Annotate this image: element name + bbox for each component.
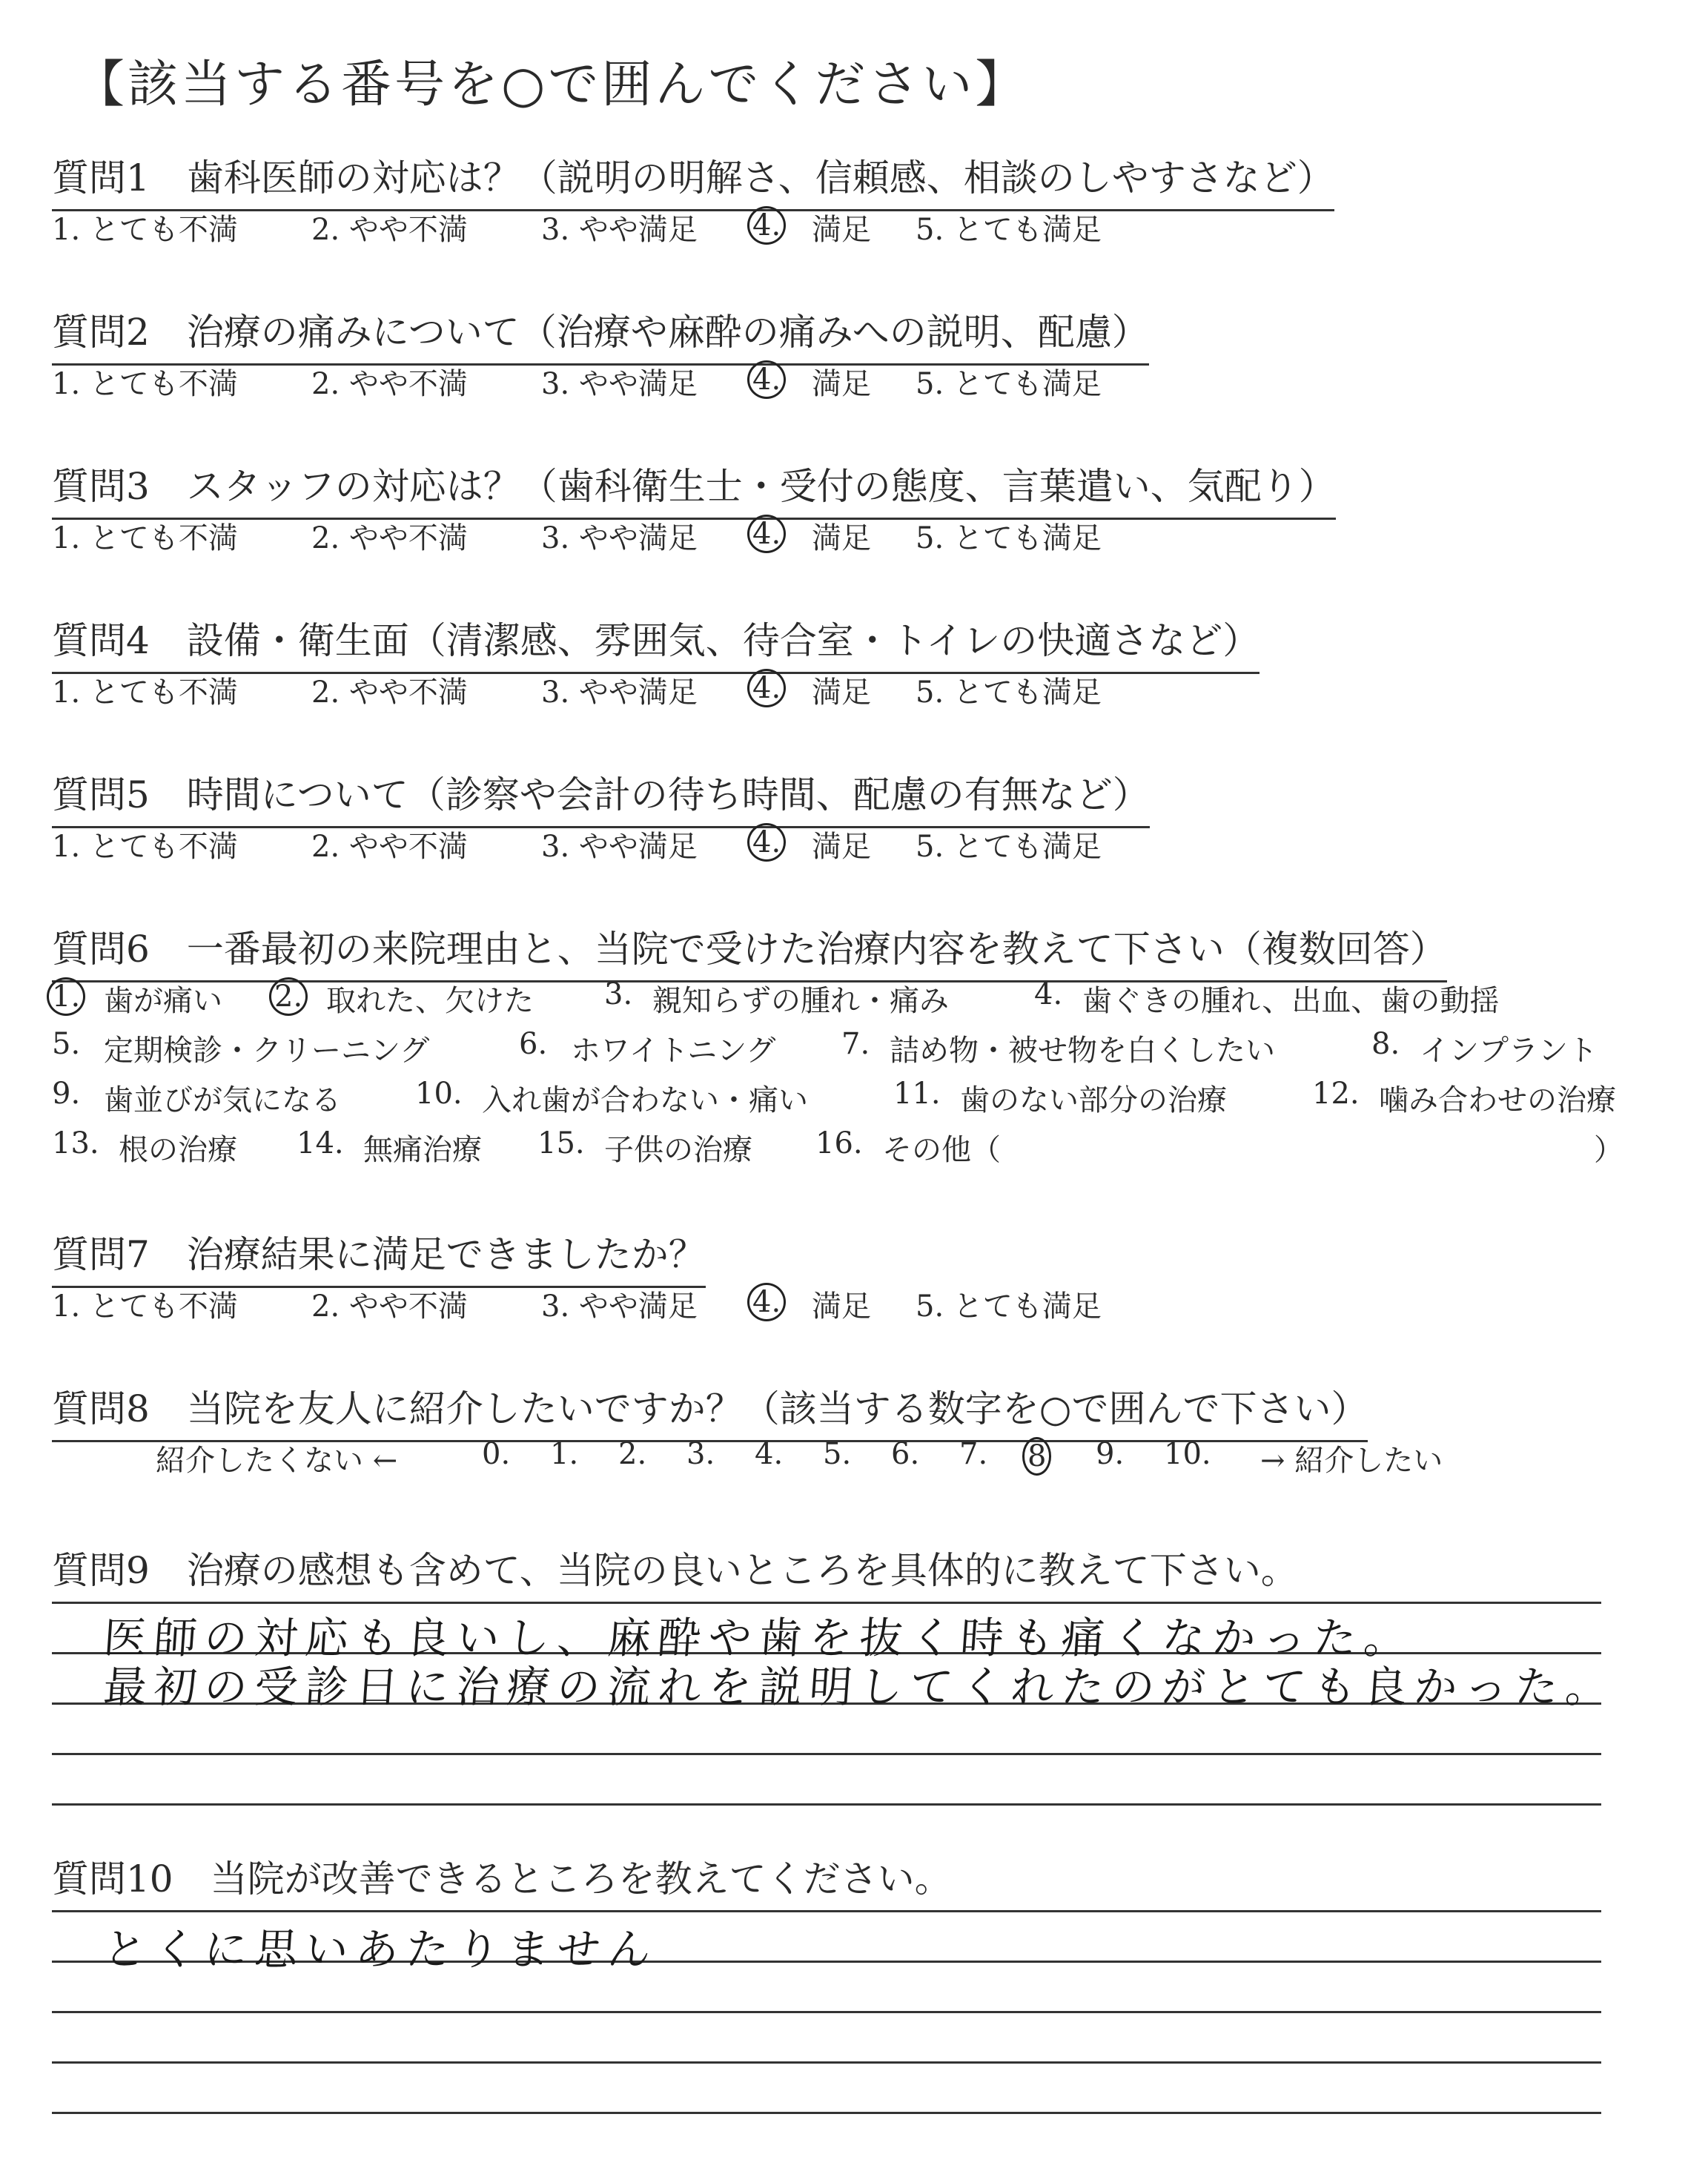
option-4-circled[interactable]: 4.	[747, 515, 786, 553]
question-title: 質問8 当院を友人に紹介したいですか？（該当する数字を○で囲んで下さい）	[52, 1379, 1368, 1442]
question-4	[52, 611, 1683, 737]
scale-7[interactable]: 7.	[959, 1437, 988, 1471]
q6-option-15-number[interactable]: 15.	[537, 1126, 585, 1160]
answer-line	[52, 1803, 1601, 1806]
q6-option-5-label: 定期検診・クリーニング	[104, 1034, 430, 1068]
question-9	[52, 1541, 1683, 1592]
answer-line	[52, 2011, 1601, 2013]
option-3[interactable]: 3. やや満足	[541, 521, 698, 555]
q6-option-3-number[interactable]: 3.	[604, 977, 633, 1011]
option-2[interactable]: 2. やや不満	[311, 676, 468, 710]
answer-line	[52, 1910, 1601, 1912]
question-1	[52, 148, 1683, 274]
scale-right-label: → 紹介したい	[1260, 1444, 1443, 1478]
scale-9[interactable]: 9.	[1096, 1437, 1125, 1471]
q6-option-7-number[interactable]: 7.	[841, 1027, 870, 1061]
q6-option-9-label: 歯並びが気になる	[104, 1083, 341, 1117]
option-4-label: 満足	[812, 213, 871, 247]
scale-left-label: 紹介したくない ←	[156, 1444, 398, 1478]
question-title: 質問4 設備・衛生面（清潔感、雰囲気、待合室・トイレの快適さなど）	[52, 611, 1260, 674]
q6-option-12-number[interactable]: 12.	[1312, 1077, 1360, 1111]
question-6	[52, 919, 1683, 1186]
question-title: 質問1 歯科医師の対応は？（説明の明解さ、信頼感、相談のしやすさなど）	[52, 148, 1334, 211]
question-title: 質問7 治療結果に満足できましたか？	[52, 1225, 706, 1288]
scale-6[interactable]: 6.	[891, 1437, 920, 1471]
question-title: 質問6 一番最初の来院理由と、当院で受けた治療内容を教えて下さい（複数回答）	[52, 919, 1447, 982]
option-4-label: 満足	[812, 1289, 871, 1324]
option-4-circled[interactable]: 4.	[747, 1283, 786, 1321]
q6-option-16-label: その他（	[882, 1133, 1001, 1167]
question-5	[52, 765, 1683, 891]
option-3[interactable]: 3. やや満足	[541, 1289, 698, 1324]
question-10	[52, 1849, 1683, 1900]
question-2	[52, 303, 1683, 429]
q6-option-5-number[interactable]: 5.	[52, 1027, 81, 1061]
q9-handwritten-answer-line-2[interactable]: 最初の受診日に治療の流れを説明してくれたのがとても良かった。	[102, 1662, 1618, 1712]
scale-8-circled[interactable]: 8	[1022, 1437, 1051, 1476]
q6-option-15-label: 子供の治療	[604, 1133, 752, 1167]
scale-5[interactable]: 5.	[823, 1437, 852, 1471]
q6-option-16-number[interactable]: 16.	[815, 1126, 863, 1160]
option-2[interactable]: 2. やや不満	[311, 213, 468, 247]
option-4-circled[interactable]: 4.	[747, 823, 786, 862]
option-3[interactable]: 3. やや満足	[541, 676, 698, 710]
option-4-circled[interactable]: 4.	[747, 669, 786, 707]
q6-option-12-label: 噛み合わせの治療	[1379, 1083, 1616, 1117]
option-2[interactable]: 2. やや不満	[311, 1289, 468, 1324]
question-title: 質問10 当院が改善できるところを教えてください。	[52, 1857, 952, 1900]
q6-option-14-number[interactable]: 14.	[297, 1126, 344, 1160]
q6-option-8-number[interactable]: 8.	[1371, 1027, 1400, 1061]
question-title: 質問3 スタッフの対応は？（歯科衛生士・受付の態度、言葉遣い、気配り）	[52, 457, 1336, 520]
option-3[interactable]: 3. やや満足	[541, 830, 698, 864]
q6-option-1-number[interactable]: 1.	[47, 977, 85, 1016]
q6-option-13-number[interactable]: 13.	[52, 1126, 99, 1160]
option-1[interactable]: 1. とても不満	[52, 830, 238, 864]
option-1[interactable]: 1. とても不満	[52, 1289, 238, 1324]
q9-handwritten-answer-line-1[interactable]: 医師の対応も良いし、麻酔や歯を抜く時も痛くなかった。	[102, 1613, 1417, 1663]
q6-option-13-label: 根の治療	[119, 1133, 237, 1167]
q6-option-6-number[interactable]: 6.	[519, 1027, 548, 1061]
q6-option-9-number[interactable]: 9.	[52, 1077, 81, 1111]
question-7	[52, 1225, 1683, 1351]
q6-option-10-number[interactable]: 10.	[415, 1077, 463, 1111]
option-4-label: 満足	[812, 676, 871, 710]
question-8	[52, 1379, 1683, 1505]
scale-2[interactable]: 2.	[618, 1437, 647, 1471]
answer-line	[52, 2112, 1601, 2114]
option-1[interactable]: 1. とても不満	[52, 213, 238, 247]
page-title: 【該当する番号を○で囲んでください】	[74, 56, 1029, 114]
q6-option-7-label: 詰め物・被せ物を白くしたい	[890, 1034, 1275, 1068]
q6-option-4-number[interactable]: 4.	[1034, 977, 1063, 1011]
option-5[interactable]: 5. とても満足	[916, 213, 1102, 247]
option-2[interactable]: 2. やや不満	[311, 830, 468, 864]
q6-option-2-number[interactable]: 2.	[269, 977, 308, 1016]
q6-option-6-label: ホワイトニング	[571, 1034, 776, 1068]
q6-option-2-label: 取れた、欠けた	[326, 984, 534, 1018]
option-4-label: 満足	[812, 521, 871, 555]
option-3[interactable]: 3. やや満足	[541, 367, 698, 401]
scale-4[interactable]: 4.	[755, 1437, 784, 1471]
option-4-circled[interactable]: 4.	[747, 360, 786, 399]
q6-other-close-paren: ）	[1594, 1133, 1623, 1167]
option-3[interactable]: 3. やや満足	[541, 213, 698, 247]
option-5[interactable]: 5. とても満足	[916, 676, 1102, 710]
option-1[interactable]: 1. とても不満	[52, 521, 238, 555]
option-5[interactable]: 5. とても満足	[916, 367, 1102, 401]
question-3	[52, 457, 1683, 583]
option-4-label: 満足	[812, 830, 871, 864]
scale-1[interactable]: 1.	[550, 1437, 579, 1471]
scale-10[interactable]: 10.	[1164, 1437, 1211, 1471]
option-1[interactable]: 1. とても不満	[52, 676, 238, 710]
option-5[interactable]: 5. とても満足	[916, 830, 1102, 864]
scale-3[interactable]: 3.	[686, 1437, 715, 1471]
option-2[interactable]: 2. やや不満	[311, 367, 468, 401]
q6-option-3-label: 親知らずの腫れ・痛み	[652, 984, 949, 1018]
q6-option-11-label: 歯のない部分の治療	[960, 1083, 1227, 1117]
option-5[interactable]: 5. とても満足	[916, 1289, 1102, 1324]
answer-line	[52, 2061, 1601, 2064]
question-title: 質問5 時間について（診察や会計の待ち時間、配慮の有無など）	[52, 765, 1150, 828]
q6-option-11-number[interactable]: 11.	[893, 1077, 941, 1111]
option-1[interactable]: 1. とても不満	[52, 367, 238, 401]
option-4-label: 満足	[812, 367, 871, 401]
q10-handwritten-answer[interactable]: とくに思いあたりません	[102, 1924, 661, 1975]
option-5[interactable]: 5. とても満足	[916, 521, 1102, 555]
option-2[interactable]: 2. やや不満	[311, 521, 468, 555]
scale-0[interactable]: 0.	[482, 1437, 511, 1471]
q6-option-14-label: 無痛治療	[363, 1133, 482, 1167]
q6-option-8-label: インプラント	[1420, 1034, 1598, 1068]
option-4-circled[interactable]: 4.	[747, 206, 786, 245]
question-title: 質問2 治療の痛みについて（治療や麻酔の痛みへの説明、配慮）	[52, 303, 1149, 366]
q6-option-4-label: 歯ぐきの腫れ、出血、歯の動揺	[1082, 984, 1500, 1018]
q6-option-1-label: 歯が痛い	[104, 984, 222, 1018]
answer-line	[52, 1753, 1601, 1755]
question-title: 質問9 治療の感想も含めて、当院の良いところを具体的に教えて下さい。	[52, 1549, 1298, 1592]
q6-option-10-label: 入れ歯が合わない・痛い	[482, 1083, 808, 1117]
